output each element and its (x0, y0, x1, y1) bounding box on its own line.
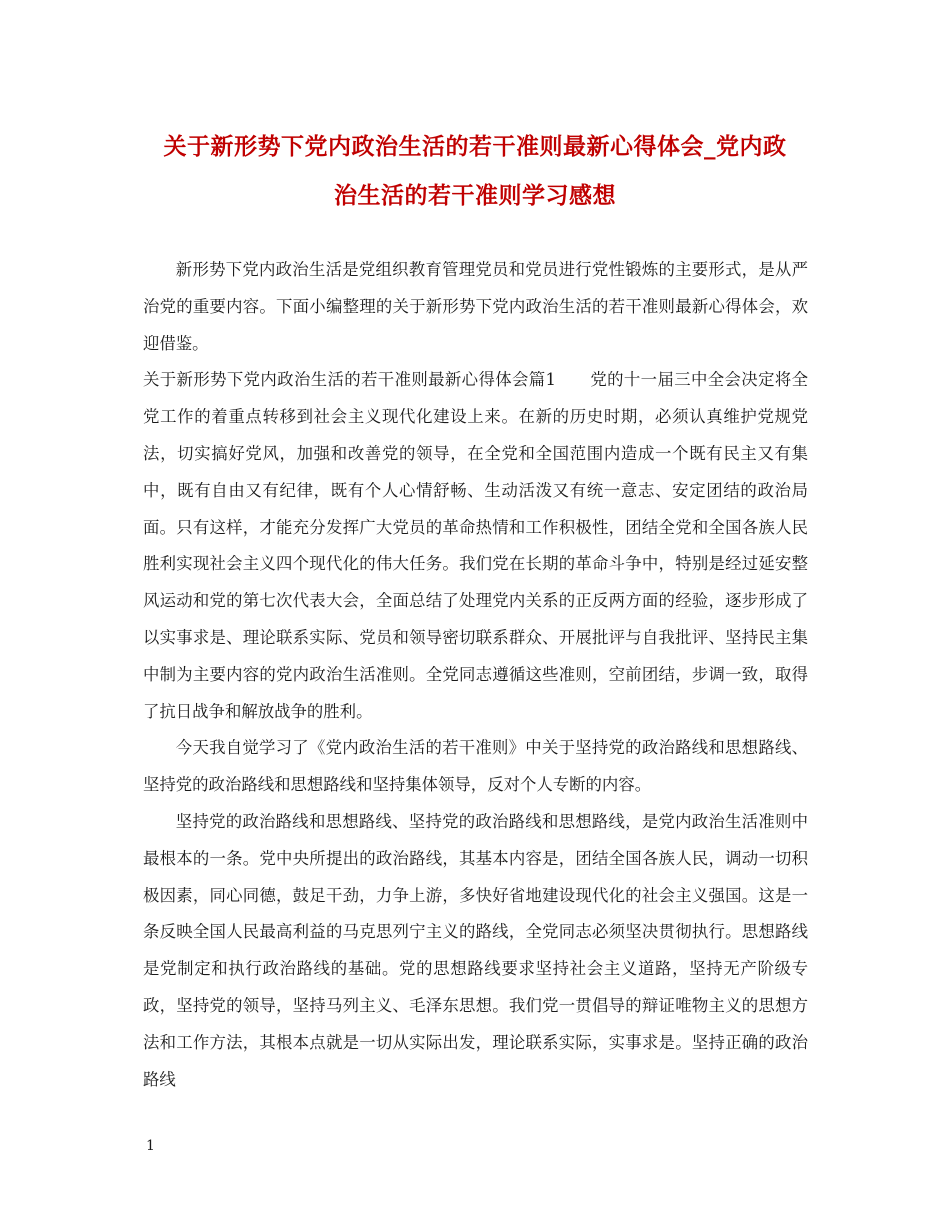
section-paragraph (143, 362, 808, 730)
title-line-1: 关于新形势下党内政治生活的若干准则最新心得体会_党内政 (163, 133, 787, 160)
paragraph-3: 坚持党的政治路线和思想路线、坚持党的政治路线和思想路线，是党内政治生活准则中最根本的一条。党中央所提出的政治路线，其基本内容是，团结全国各族人民，调动一切积极因素，同心同德，鼓足干劲，力争上游，多快好省地建设现代化的社会主义强国。这是一条反映全国人民最高利益的马克思列宁主义的路线，全党同志必须坚决贯彻执行。思想路线是党制定和执行政治路线的基础。党的思想路线要求坚持社会主义道路，坚持无产阶级专政，坚持党的领导，坚持马列主义、毛泽东思想。我们党一贯倡导的辩证唯物主义的思想方法和工作方法，其根本点就是一切从实际出发，理论联系实际，实事求是。坚持正确的政治路线 (143, 811, 808, 1089)
document-title (120, 122, 830, 220)
intro-paragraph: 新形势下党内政治生活是党组织教育管理党员和党员进行党性锻炼的主要形式，是从严治党的重要内容。下面小编整理的关于新形势下党内政治生活的若干准则最新心得体会，欢迎借鉴。 (143, 260, 808, 353)
section-paragraph-text: 党的十一届三中全会决定将全党工作的着重点转移到社会主义现代化建设上来。在新的历史时期，必须认真维护党规党法，切实搞好党风，加强和改善党的领导，在全党和全国范围内造成一个既有民主又有集中，既有自由又有纪律，既有个人心情舒畅、生动活泼又有统一意志、安定团结的政治局面。只有这样，才能充分发挥广大党员的革命热情和工作积极性，团结全党和全国各族人民胜利实现社会主义四个现代化的伟大任务。我们党在长期的革命斗争中，特别是经过延安整风运动和党的第七次代表大会，全面总结了处理党内关系的正反两方面的经验，逐步形成了以实事求是、理论联系实际、党员和领导密切联系群众、开展批评与自我批评、坚持民主集中制为主要内容的党内政治生活准则。全党同志遵循这些准则，空前团结，步调一致，取得了抗日战争和解放战争的胜利。 (143, 370, 809, 721)
page-number: 1 (146, 1138, 155, 1154)
title-line-2: 治生活的若干准则学习感想 (334, 182, 616, 209)
document-body (143, 252, 808, 1098)
paragraph-2: 今天我自觉学习了《党内政治生活的若干准则》中关于坚持党的政治路线和思想路线、坚持党的政治路线和思想路线和坚持集体领导，反对个人专断的内容。 (143, 738, 808, 795)
section-heading: 关于新形势下党内政治生活的若干准则最新心得体会篇1 (143, 370, 556, 390)
